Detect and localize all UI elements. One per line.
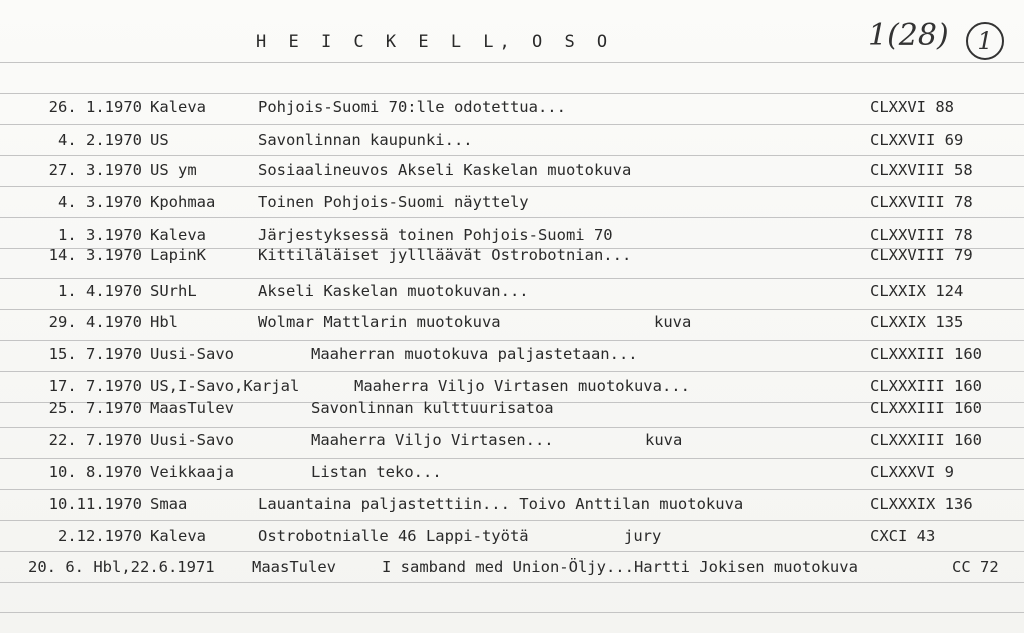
entry-date: 22. 7.1970 [48, 431, 142, 449]
entry-date: 15. 7.1970 [48, 345, 142, 363]
entry-source: MaasTulev [150, 399, 234, 417]
entry-title: Pohjois-Suomi 70:lle odotettua... [258, 98, 566, 116]
entry-title: Järjestyksessä toinen Pohjois-Suomi 70 [258, 226, 613, 244]
entry-title: Maaherra Viljo Virtasen muotokuva... [354, 377, 690, 395]
ruled-line [0, 371, 1024, 372]
ruled-line [0, 309, 1024, 310]
entry-source: LapinK [150, 246, 206, 264]
entry-date: 20. 6. Hbl,22.6.1971 [28, 558, 215, 576]
entry-title: Maaherra Viljo Virtasen... [311, 431, 554, 449]
entry-row [0, 246, 1024, 268]
entry-reference: CLXXXIII 160 [870, 345, 982, 363]
entry-row [0, 399, 1024, 421]
entry-source: Kaleva [150, 527, 206, 545]
entry-row [0, 193, 1024, 215]
entry-title: Toinen Pohjois-Suomi näyttely [258, 193, 529, 211]
entry-source: US ym [150, 161, 197, 179]
entry-title: Akseli Kaskelan muotokuvan... [258, 282, 529, 300]
entry-title: Listan teko... [311, 463, 442, 481]
entry-reference: CLXXXIX 136 [870, 495, 973, 513]
entry-note: kuva [654, 313, 692, 331]
entry-reference: CLXXIX 135 [870, 313, 964, 331]
entry-reference: CLXXXIII 160 [870, 377, 982, 395]
entry-date: 1. 4.1970 [58, 282, 142, 300]
entry-source: Hbl [150, 313, 178, 331]
entry-source: Uusi-Savo [150, 431, 234, 449]
entry-date: 14. 3.1970 [48, 246, 142, 264]
entry-reference: CLXXIX 124 [870, 282, 964, 300]
entry-row [0, 161, 1024, 183]
entry-date: 17. 7.1970 [48, 377, 142, 395]
entry-date: 29. 4.1970 [48, 313, 142, 331]
entry-source: Kpohmaa [150, 193, 216, 211]
entry-date: 1. 3.1970 [58, 226, 142, 244]
ruled-line [0, 489, 1024, 490]
entry-title: Wolmar Mattlarin muotokuva [258, 313, 501, 331]
entry-title: I samband med Union-Öljy...Hartti Jokisen muotokuva [382, 558, 858, 576]
ruled-line [0, 427, 1024, 428]
entry-source: Uusi-Savo [150, 345, 234, 363]
entry-row [0, 98, 1024, 120]
entry-row [0, 495, 1024, 517]
entry-source: Veikkaaja [150, 463, 234, 481]
entry-date: 26. 1.1970 [48, 98, 142, 116]
entry-reference: CLXXVIII 79 [870, 246, 973, 264]
ruled-line [0, 217, 1024, 218]
entry-source: MaasTulev [252, 558, 336, 576]
entry-title: Kittiläläiset jyllläävät Ostrobotnian... [258, 246, 632, 264]
circled-number: 1 [966, 22, 1004, 60]
entry-source: Kaleva [150, 226, 206, 244]
entry-row [0, 558, 1024, 580]
entry-date: 27. 3.1970 [48, 161, 142, 179]
entry-date: 4. 3.1970 [58, 193, 142, 211]
entry-date: 10. 8.1970 [48, 463, 142, 481]
entry-source: US,I-Savo,Karjal [150, 377, 300, 395]
entry-row [0, 431, 1024, 453]
entry-title: Sosiaalineuvos Akseli Kaskelan muotokuva [258, 161, 632, 179]
entry-source: SUrhL [150, 282, 197, 300]
ruled-line [0, 458, 1024, 459]
entry-row [0, 226, 1024, 248]
entry-reference: CLXXVI 88 [870, 98, 954, 116]
entry-source: Smaa [150, 495, 188, 513]
entry-reference: CLXXXVI 9 [870, 463, 954, 481]
ruled-line [0, 124, 1024, 125]
entry-row [0, 282, 1024, 304]
entry-source: Kaleva [150, 98, 206, 116]
entry-title: Ostrobotnialle 46 Lappi-työtä [258, 527, 529, 545]
entry-reference: CLXXXIII 160 [870, 399, 982, 417]
ruled-line [0, 551, 1024, 552]
ruled-line [0, 612, 1024, 613]
ruled-line [0, 155, 1024, 156]
entry-row [0, 345, 1024, 367]
card-heading: H E I C K E L L, O S O [256, 32, 614, 52]
entry-date: 4. 2.1970 [58, 131, 142, 149]
entry-reference: CLXXVIII 58 [870, 161, 973, 179]
ruled-line [0, 278, 1024, 279]
entry-row [0, 463, 1024, 485]
ruled-line [0, 186, 1024, 187]
entry-title: Maaherran muotokuva paljastetaan... [311, 345, 638, 363]
ruled-line [0, 520, 1024, 521]
entry-reference: CLXXXIII 160 [870, 431, 982, 449]
entry-reference: CLXXVIII 78 [870, 193, 973, 211]
entry-reference: CC 72 [952, 558, 999, 576]
ruled-line [0, 62, 1024, 63]
entry-title: Savonlinnan kaupunki... [258, 131, 473, 149]
entry-reference: CXCI 43 [870, 527, 936, 545]
ruled-line [0, 93, 1024, 94]
entry-row [0, 527, 1024, 549]
handwritten-number: 1(28) [868, 18, 949, 53]
entry-row [0, 131, 1024, 153]
entry-title: Savonlinnan kulttuurisatoa [311, 399, 554, 417]
entry-row [0, 313, 1024, 335]
entry-note: kuva [645, 431, 683, 449]
entry-date: 2.12.1970 [58, 527, 142, 545]
ruled-line [0, 340, 1024, 341]
entry-source: US [150, 131, 169, 149]
entry-date: 10.11.1970 [48, 495, 142, 513]
entry-note: jury [624, 527, 662, 545]
entry-title: Lauantaina paljastettiin... Toivo Anttilan muotokuva [258, 495, 744, 513]
entry-row [0, 377, 1024, 399]
entry-reference: CLXXVIII 78 [870, 226, 973, 244]
ruled-line [0, 582, 1024, 583]
entry-date: 25. 7.1970 [48, 399, 142, 417]
entry-reference: CLXXVII 69 [870, 131, 964, 149]
